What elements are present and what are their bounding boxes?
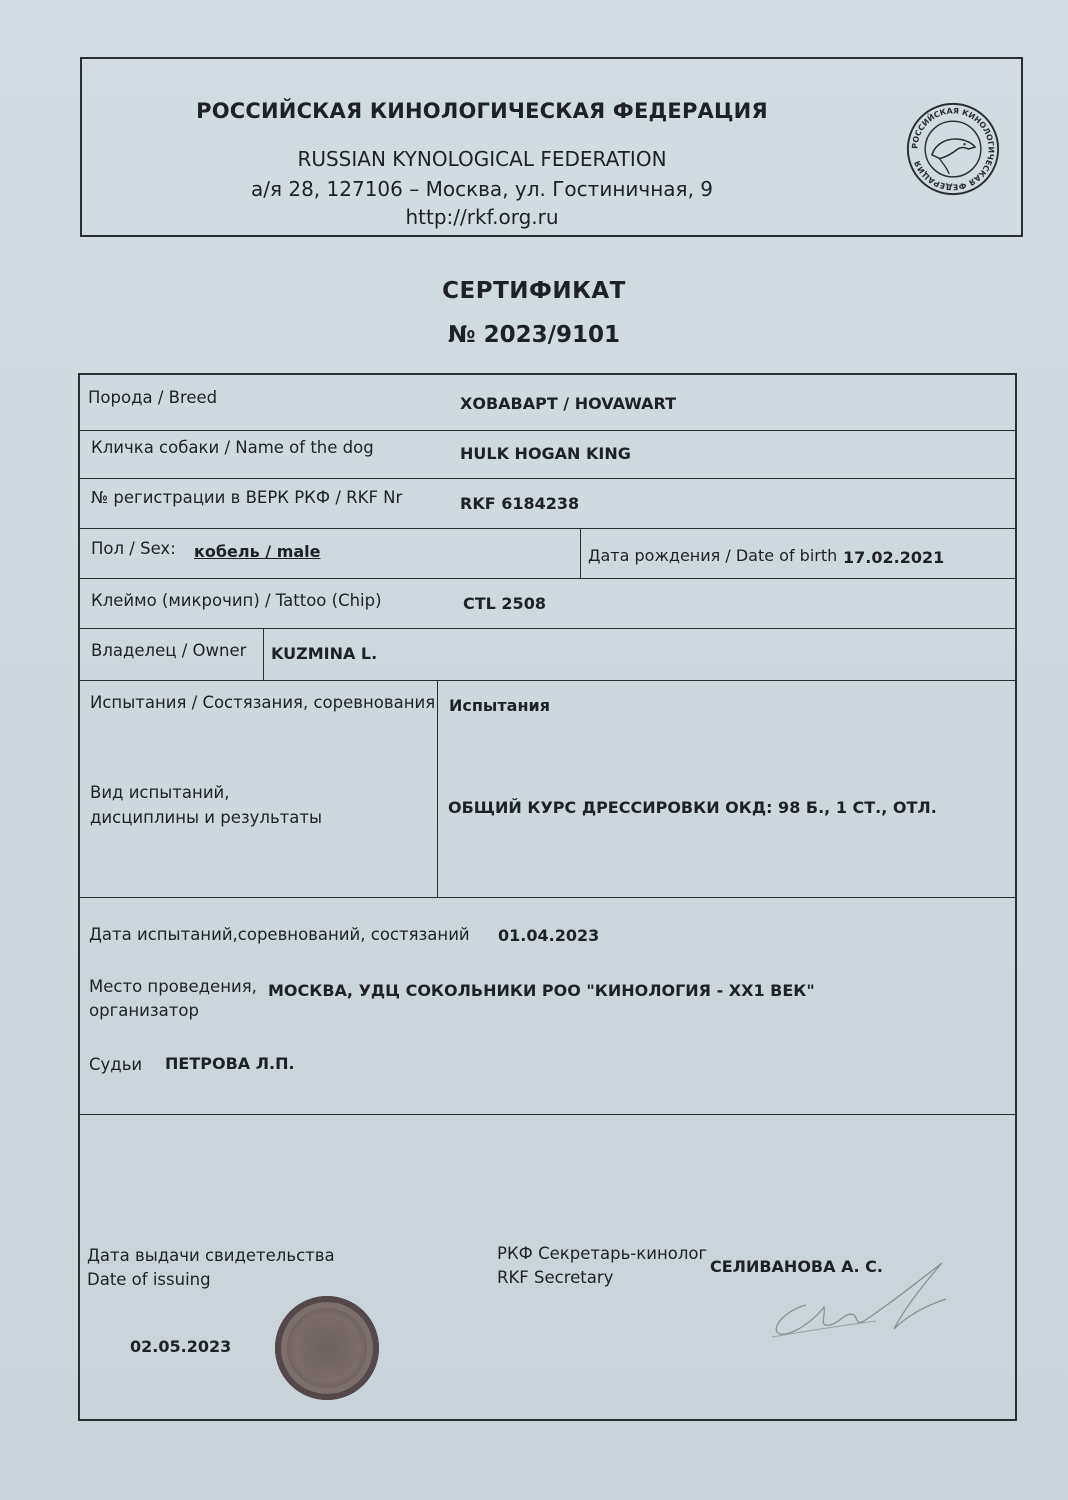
federation-title-en: RUSSIAN KYNOLOGICAL FEDERATION	[297, 147, 667, 171]
column-divider	[263, 628, 264, 680]
kind-label-line1: Вид испытаний,	[90, 783, 230, 802]
trial-date-value: 01.04.2023	[498, 926, 600, 945]
column-divider	[580, 528, 581, 578]
column-divider	[437, 680, 438, 897]
place-value: МОСКВА, УДЦ СОКОЛЬНИКИ РОО "КИНОЛОГИЯ - XX1 ВЕК"	[268, 981, 815, 1000]
kind-value: ОБЩИЙ КУРС ДРЕССИРОВКИ ОКД: 98 Б., 1 СТ., ОТЛ.	[448, 798, 937, 817]
dog-name-label: Кличка собаки / Name of the dog	[91, 438, 374, 457]
owner-value: KUZMINA L.	[271, 644, 378, 663]
row-divider	[80, 528, 1015, 529]
dog-name-value: HULK HOGAN KING	[460, 444, 631, 463]
svg-text:РОССИЙСКАЯ КИНОЛОГИЧЕСКАЯ ФЕДЕ	[910, 106, 995, 191]
signature-icon	[766, 1255, 956, 1340]
issue-date-value: 02.05.2023	[130, 1337, 232, 1356]
federation-address: а/я 28, 127106 – Москва, ул. Гостиничная, 9	[250, 177, 714, 201]
registration-value: RKF 6184238	[460, 494, 580, 513]
federation-url: http://rkf.org.ru	[405, 205, 559, 229]
dob-value: 17.02.2021	[843, 548, 945, 567]
judges-label: Судьи	[89, 1055, 143, 1074]
place-label-line2: организатор	[89, 1001, 199, 1020]
breed-value: ХОВАВАРТ / HOVAWART	[460, 394, 677, 413]
owner-label: Владелец / Owner	[91, 641, 247, 660]
logo-ring-text: РОССИЙСКАЯ КИНОЛОГИЧЕСКАЯ ФЕДЕРАЦИЯ	[910, 106, 996, 192]
certificate-number: № 2023/9101	[447, 322, 621, 348]
header-box	[80, 57, 1023, 237]
row-divider	[80, 897, 1015, 898]
secretary-name: СЕЛИВАНОВА А. С.	[710, 1257, 883, 1276]
registration-label: № регистрации в ВЕРК РКФ / RKF Nr	[91, 488, 403, 507]
dob-label: Дата рождения / Date of birth	[588, 546, 838, 565]
row-divider	[80, 478, 1015, 479]
sex-label: Пол / Sex:	[91, 539, 176, 558]
trial-date-label: Дата испытаний,соревнований, состязаний	[89, 925, 470, 944]
secretary-label-ru: РКФ Секретарь-кинолог	[497, 1244, 708, 1263]
row-divider	[80, 430, 1015, 431]
issue-date-label-ru: Дата выдачи свидетельства	[87, 1246, 335, 1265]
secretary-label-en: RKF Secretary	[497, 1268, 614, 1287]
tattoo-value: CTL 2508	[463, 594, 546, 613]
row-divider	[80, 628, 1015, 629]
breed-label: Порода / Breed	[88, 388, 218, 407]
issue-date-label-en: Date of issuing	[87, 1270, 211, 1289]
federation-title-ru: РОССИЙСКАЯ КИНОЛОГИЧЕСКАЯ ФЕДЕРАЦИЯ	[196, 99, 768, 123]
kind-label-line2: дисциплины и результаты	[90, 808, 323, 827]
place-label-line1: Место проведения,	[89, 977, 257, 996]
trials-label: Испытания / Состязания, соревнования	[90, 693, 436, 712]
tattoo-label: Клеймо (микрочип) / Tattoo (Chip)	[91, 591, 382, 610]
row-divider	[80, 1114, 1015, 1115]
rkf-logo-icon	[905, 101, 1001, 197]
row-divider	[80, 680, 1015, 681]
certificate-title: СЕРТИФИКАТ	[442, 278, 626, 304]
official-stamp-icon	[275, 1296, 379, 1400]
judges-value: ПЕТРОВА Л.П.	[165, 1054, 295, 1073]
sex-value: кобель / male	[194, 542, 321, 561]
row-divider	[80, 578, 1015, 579]
trials-value: Испытания	[449, 696, 551, 715]
